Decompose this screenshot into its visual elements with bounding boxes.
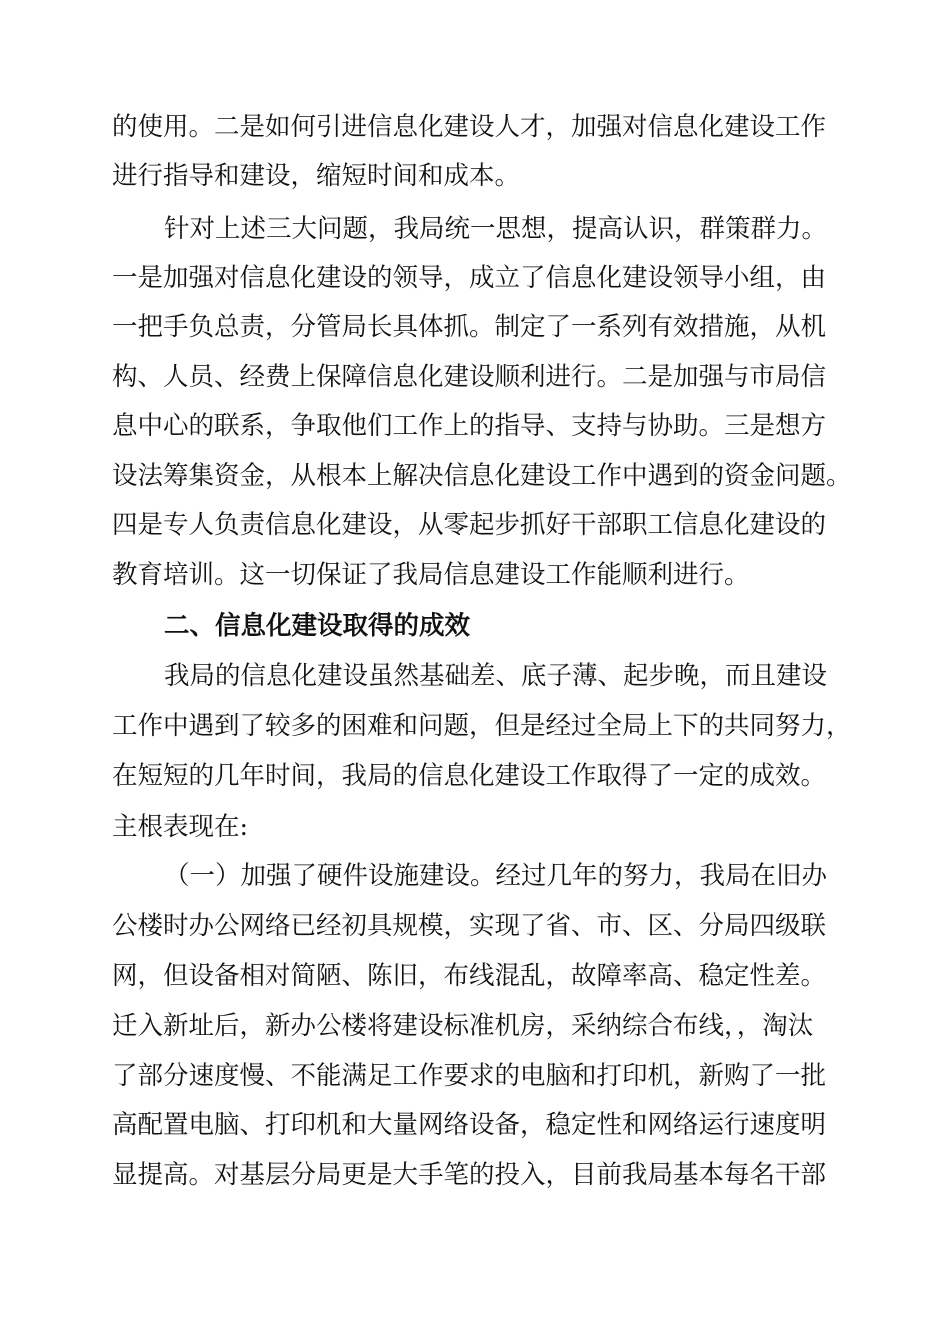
paragraph-line: 的使用。二是如何引进信息化建设人才，加强对信息化建设工作	[112, 112, 827, 142]
paragraph-line: 一是加强对信息化建设的领导，成立了信息化建设领导小组，由	[112, 263, 827, 293]
paragraph-line: 针对上述三大问题，我局统一思想，提高认识，群策群力。	[164, 214, 828, 244]
paragraph-line: 我局的信息化建设虽然基础差、底子薄、起步晚，而且建设	[164, 661, 828, 691]
paragraph-line: 显提高。对基层分局更是大手笔的投入，目前我局基本每名干部	[112, 1160, 827, 1190]
paragraph-line: 了部分速度慢、不能满足工作要求的电脑和打印机，新购了一批	[112, 1061, 827, 1091]
paragraph-line: 公楼时办公网络已经初具规模，实现了省、市、区、分局四级联	[112, 911, 827, 941]
paragraph-line: 进行指导和建设，缩短时间和成本。	[112, 161, 521, 191]
paragraph-line: 迁入新址后，新办公楼将建设标准机房，采纳综合布线，，淘汰	[112, 1011, 814, 1041]
paragraph-line: 四是专人负责信息化建设，从零起步抓好干部职工信息化建设的	[112, 510, 827, 540]
paragraph-line: 教育培训。这一切保证了我局信息建设工作能顺利进行。	[112, 560, 750, 590]
paragraph-line: （一）加强了硬件设施建设。经过几年的努力，我局在旧办	[164, 861, 828, 891]
section-heading: 二、信息化建设取得的成效	[164, 611, 471, 641]
paragraph-line: 设法筹集资金，从根本上解决信息化建设工作中遇到的资金问题。	[112, 461, 852, 491]
paragraph-line: 网，但设备相对简陋、陈旧，布线混乱，故障率高、稳定性差。	[112, 961, 827, 991]
paragraph-line: 工作中遇到了较多的困难和问题，但是经过全局上下的共同努力，	[112, 711, 852, 741]
paragraph-line: 高配置电脑、打印机和大量网络设备，稳定性和网络运行速度明	[112, 1110, 827, 1140]
paragraph-line: 主根表现在:	[112, 812, 249, 842]
paragraph-line: 一把手负总责，分管局长具体抓。制定了一系列有效措施，从机	[112, 312, 827, 342]
paragraph-line: 在短短的几年时间，我局的信息化建设工作取得了一定的成效。	[112, 761, 827, 791]
paragraph-line: 息中心的联系，争取他们工作上的指导、支持与协助。三是想方	[112, 411, 827, 441]
paragraph-line: 构、人员、经费上保障信息化建设顺利进行。二是加强与市局信	[112, 362, 827, 392]
